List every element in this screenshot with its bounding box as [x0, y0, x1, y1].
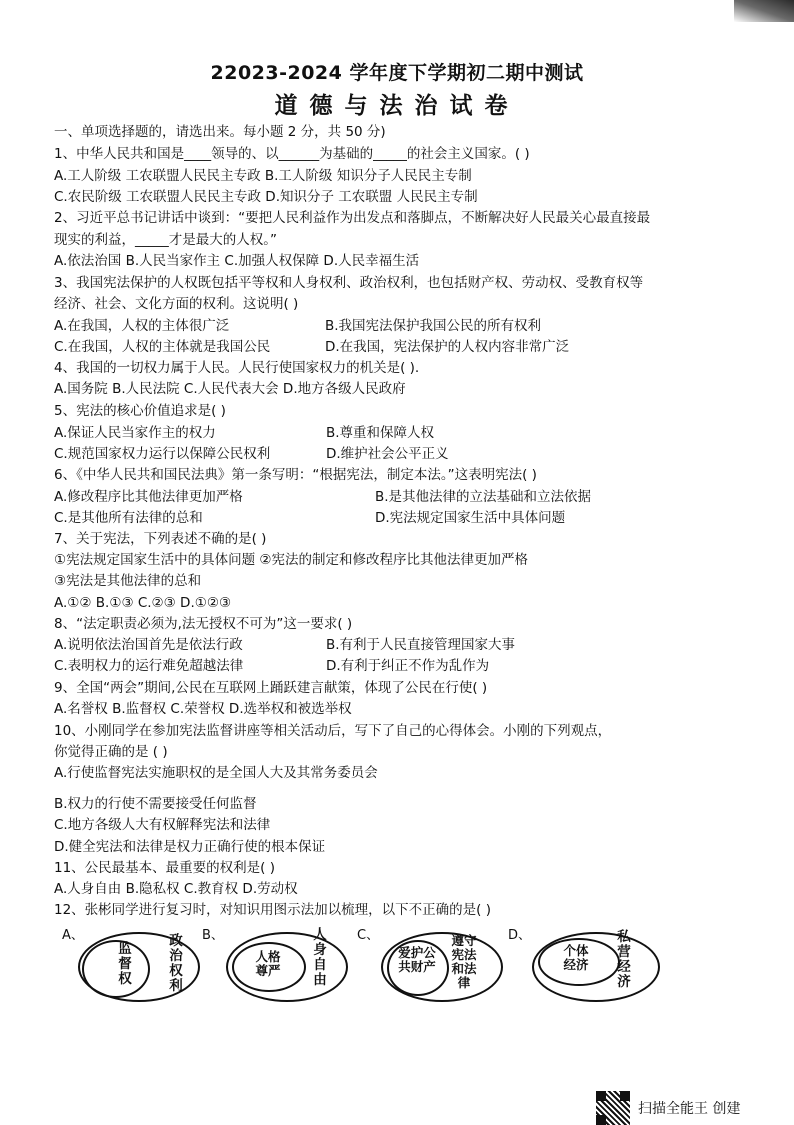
- question-3: 3、我国宪法保护的人权既包括平等权和人身权利、政治权利，也包括财产权、劳动权、受教育权等: [54, 275, 644, 291]
- q8-option-a: A.说明依法治国首先是依法行政: [54, 637, 243, 653]
- q4-options: A.国务院 B.人民法院 C.人民代表大会 D.地方各级人民政府: [54, 381, 406, 397]
- diagram-b-label: B、: [202, 928, 224, 943]
- diagram-a-outer-text: 政治权利: [169, 933, 183, 994]
- q8-option-b: B.有利于人民直接管理国家大事: [326, 637, 516, 653]
- exam-title: 22023-2024 学年度下学期初二期中测试: [210, 62, 584, 84]
- q5-option-d: D.维护社会公平正义: [326, 446, 449, 462]
- diagram-a-inner-text: 监督权: [118, 941, 132, 987]
- q1-options-cd: C.农民阶级 工农联盟人民民主专政 D.知识分子 工农联盟 人民民主专制: [54, 189, 478, 205]
- diagram-a-inner-circle: [82, 940, 150, 998]
- diagram-b-outer-text: 人身自由: [313, 927, 327, 988]
- q8-option-d: D.有利于纠正不作为乱作为: [326, 658, 490, 674]
- q3-option-b: B.我国宪法保护我国公民的所有权利: [325, 318, 542, 334]
- q10-option-c: C.地方各级人大有权解释宪法和法律: [54, 817, 271, 833]
- q3-option-d: D.在我国，宪法保护的人权内容非常广泛: [325, 339, 570, 355]
- diagram-d-label: D、: [508, 928, 532, 943]
- question-10-cont: 你觉得正确的是 ( ): [54, 744, 168, 760]
- diagram-c-label: C、: [357, 928, 380, 943]
- diagram-c-inner-text: 爱护公共财产: [398, 945, 436, 974]
- question-10: 10、小刚同学在参加宪法监督讲座等相关活动后，写下了自己的心得体会。小刚的下列观点，: [54, 723, 612, 739]
- exam-subject-title: 道德与法治试卷: [274, 92, 520, 119]
- q11-options: A.人身自由 B.隐私权 C.教育权 D.劳动权: [54, 881, 298, 897]
- q7-statement-3: ③宪法是其他法律的总和: [54, 573, 202, 589]
- q5-option-a: A.保证人民当家作主的权力: [54, 425, 216, 441]
- question-9: 9、全国“两会”期间,公民在互联网上踊跃建言献策，体现了公民在行使( ): [54, 680, 488, 696]
- q9-options: A.名誉权 B.监督权 C.荣誉权 D.选举权和被选举权: [54, 701, 352, 717]
- scanner-watermark: 扫描全能王 创建: [638, 1101, 741, 1117]
- question-2-cont: 现实的利益，_____才是最大的人权。”: [54, 232, 277, 248]
- diagram-d-outer-text: 私营经济: [617, 929, 631, 990]
- question-11: 11、公民最基本、最重要的权利是( ): [54, 860, 276, 876]
- q6-option-c: C.是其他所有法律的总和: [54, 510, 203, 526]
- q10-option-b: B.权力的行使不需要接受任何监督: [54, 796, 257, 812]
- question-5: 5、宪法的核心价值追求是( ): [54, 403, 226, 419]
- q5-option-c: C.规范国家权力运行以保障公民权利: [54, 446, 271, 462]
- diagram-b-inner-text: 人格尊严: [255, 949, 281, 978]
- q7-statements-12: ①宪法规定国家生活中的具体问题 ②宪法的制定和修改程序比其他法律更加严格: [54, 552, 528, 568]
- q3-option-a: A.在我国，人权的主体很广泛: [54, 318, 230, 334]
- section-heading: 一、单项选择题的，请选出来。每小题 2 分，共 50 分): [54, 124, 386, 140]
- q10-option-d: D.健全宪法和法律是权力正确行使的根本保证: [54, 839, 326, 855]
- q6-option-d: D.宪法规定国家生活中具体问题: [375, 510, 566, 526]
- q7-options: A.①② B.①③ C.②③ D.①②③: [54, 595, 232, 611]
- question-1: 1、中华人民共和国是____领导的、以______为基础的_____的社会主义国家。( ): [54, 146, 530, 162]
- q6-option-b: B.是其他法律的立法基础和立法依据: [375, 489, 592, 505]
- question-2: 2、习近平总书记讲话中谈到：“要把人民利益作为出发点和落脚点，不断解决好人民最关心最直接最: [54, 210, 651, 226]
- scan-corner-shadow: [734, 0, 794, 22]
- diagram-a-label: A、: [62, 928, 84, 943]
- qr-code-icon: [596, 1091, 630, 1125]
- q10-option-a: A.行使监督宪法实施职权的是全国人大及其常务委员会: [54, 765, 378, 781]
- q1-options-ab: A.工人阶级 工农联盟人民民主专政 B.工人阶级 知识分子人民民主专制: [54, 168, 472, 184]
- question-7: 7、关于宪法，下列表述不确的是( ): [54, 531, 267, 547]
- diagram-d-inner-text: 个体经济: [563, 943, 589, 972]
- question-3-cont: 经济、社会、文化方面的权利。这说明( ): [54, 296, 299, 312]
- q5-option-b: B.尊重和保障人权: [326, 425, 435, 441]
- question-8: 8、“法定职责必须为,法无授权不可为”这一要求( ): [54, 616, 353, 632]
- question-4: 4、我国的一切权力属于人民。人民行使国家权力的机关是( ).: [54, 360, 420, 376]
- q3-option-c: C.在我国，人权的主体就是我国公民: [54, 339, 271, 355]
- question-6: 6、《中华人民共和国民法典》第一条写明：“根据宪法，制定本法。”这表明宪法( ): [54, 467, 537, 483]
- diagram-c-outer-text: 遵守宪法和法律: [451, 933, 477, 990]
- q8-option-c: C.表明权力的运行难免超越法律: [54, 658, 244, 674]
- q6-option-a: A.修改程序比其他法律更加严格: [54, 489, 243, 505]
- q2-options: A.依法治国 B.人民当家作主 C.加强人权保障 D.人民幸福生活: [54, 253, 420, 269]
- question-12: 12、张彬同学进行复习时，对知识用图示法加以梳理，以下不正确的是( ): [54, 902, 492, 918]
